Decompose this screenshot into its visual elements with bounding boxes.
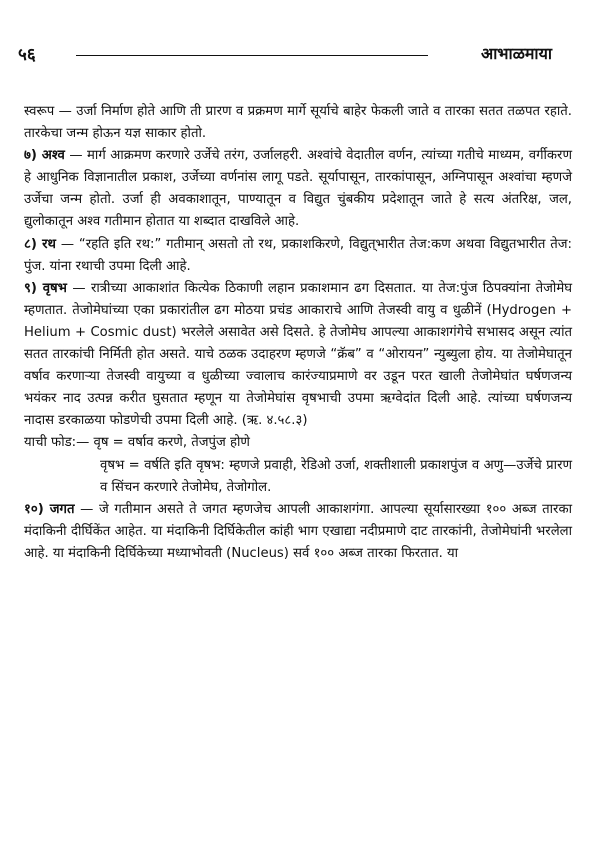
term-heading: ८) रथ (24, 236, 56, 252)
paragraph-text: — जे गतीमान असते ते जगत म्हणजेच आपली आकाशगंगा. आपल्या सूर्यासारख्या १०० अब्ज तारका मंदाकिनी दीर्घिकेंत आहेत. या मंदाकिनी दिर्घिकेतील कांही भाग एखाद्या नदीप्रमाणे दाट तारकांनी, तेजोमेघांनी भरलेला आहे. या मंदाकिनी दिर्घिकेच्या मध्याभोवती (Nucleus) सर्व १०० अब्ज तारका फिरतात. या (24, 501, 572, 561)
paragraph-vrishabha (24, 278, 572, 433)
paragraph-text: स्वरूप — उर्जा निर्माण होते आणि ती प्रारण व प्रक्रमण मार्गे सूर्याचे बाहेर फेकली जाते व तारका सतत तळपत रहाते. तारकेचा जन्म होऊन यज्ञ साकार होतो. (24, 104, 572, 142)
term-heading: १०) जगत (24, 501, 75, 517)
page-header (18, 42, 570, 66)
term-heading: ९) वृषभ (24, 280, 67, 296)
page-number: ५६ (18, 45, 36, 65)
paragraph-jagat (24, 499, 572, 565)
running-title: आभाळमाया (480, 44, 552, 63)
paragraph-vrishabha-def (24, 455, 572, 499)
paragraph-text: — “रहति इति रथ:” गतीमान् असतो तो रथ, प्रकाशकिरणे, विद्युत्‌भारीत तेज:कण अथवा विद्युतभारीत तेज: पुंज. यांना रथाची उपमा दिली आहे. (24, 236, 572, 274)
paragraph-text: — रात्रीच्या आकाशांत कित्येक ठिकाणी लहान प्रकाशमान ढग दिसतात. या तेज:पुंज ठिपक्यांना तेजोमेघ म्हणतात. तेजोमेघांच्या एका प्रकारांतील ढग मोठया प्रचंड आकाराचे आणि तेजस्वी वायु व धुळीनें (Hydrogen + Helium + Cosmic dust) भरलेले असावेत असे दिसते. हे तेजोमेघ आपल्या आकाशगंगेचे सभासद असून त्यांत सतत तारकांची निर्मिती होत असते. याचे ठळक उदाहरण म्हणजे “क्रॅब” व “ओरायन” न्युब्युला होय. या तेजोमेघातून वर्षाव करणाऱ्या तेजस्वी वायुच्या व धुळीच्या ज्वालाच कारंज्याप्रमाणे वर उडून परत खाली तेजोमेघांत घर्षणजन्य भयंकर नाद उत्पन्न करीत घुसतात म्हणून या तेजोमेघांस वृषभाची उपमा ऋग्वेदांत दिली आहे. त्यांच्या घर्षणजन्य नादास डरकाळया फोडणेची उपमा दिली आहे. (ऋ. ४.५८.३) (24, 280, 573, 429)
paragraph-text: — मार्ग आक्रमण करणारे उर्जेचे तरंग, उर्जालहरी. अश्वांचे वेदातील वर्णन, त्यांच्या गतीचे माध्यम, वर्गीकरण हे आधुनिक विज्ञानातील प्रकाश, उर्जेच्या वर्णनांस लागू पडते. सूर्यापासून, तारकांपासून, अग्निपासून अश्वांचा म्हणजे उर्जेचा जन्म होतो. उर्जा ही अवकाशातून, पाण्यातून व विद्युत चुंबकीय प्रदेशातून जाते हे सत्य अंतरिक्ष, जल, द्युलोकातून अश्व गतीमान होतात या शब्दात दाखविले आहे. (24, 148, 572, 230)
paragraph-text: वृषभ = वर्षति इति वृषभ: म्हणजे प्रवाही, रेडिओ उर्जा, शक्तीशाली प्रकाशपुंज व अणु—उर्जेचे प्रारण व सिंचन करणारे तेजोमेघ, तेजोगोल. (100, 457, 572, 495)
paragraph-ashva (24, 145, 572, 233)
paragraph-swaroop (24, 101, 572, 145)
body-text (24, 101, 572, 565)
paragraph-text: याची फोड:— वृष = वर्षाव करणे, तेजपुंज होणे (24, 435, 250, 451)
paragraph-split (24, 432, 572, 454)
paragraph-ratha (24, 234, 572, 278)
header-rule (76, 55, 428, 56)
term-heading: ७) अश्व (24, 148, 65, 164)
